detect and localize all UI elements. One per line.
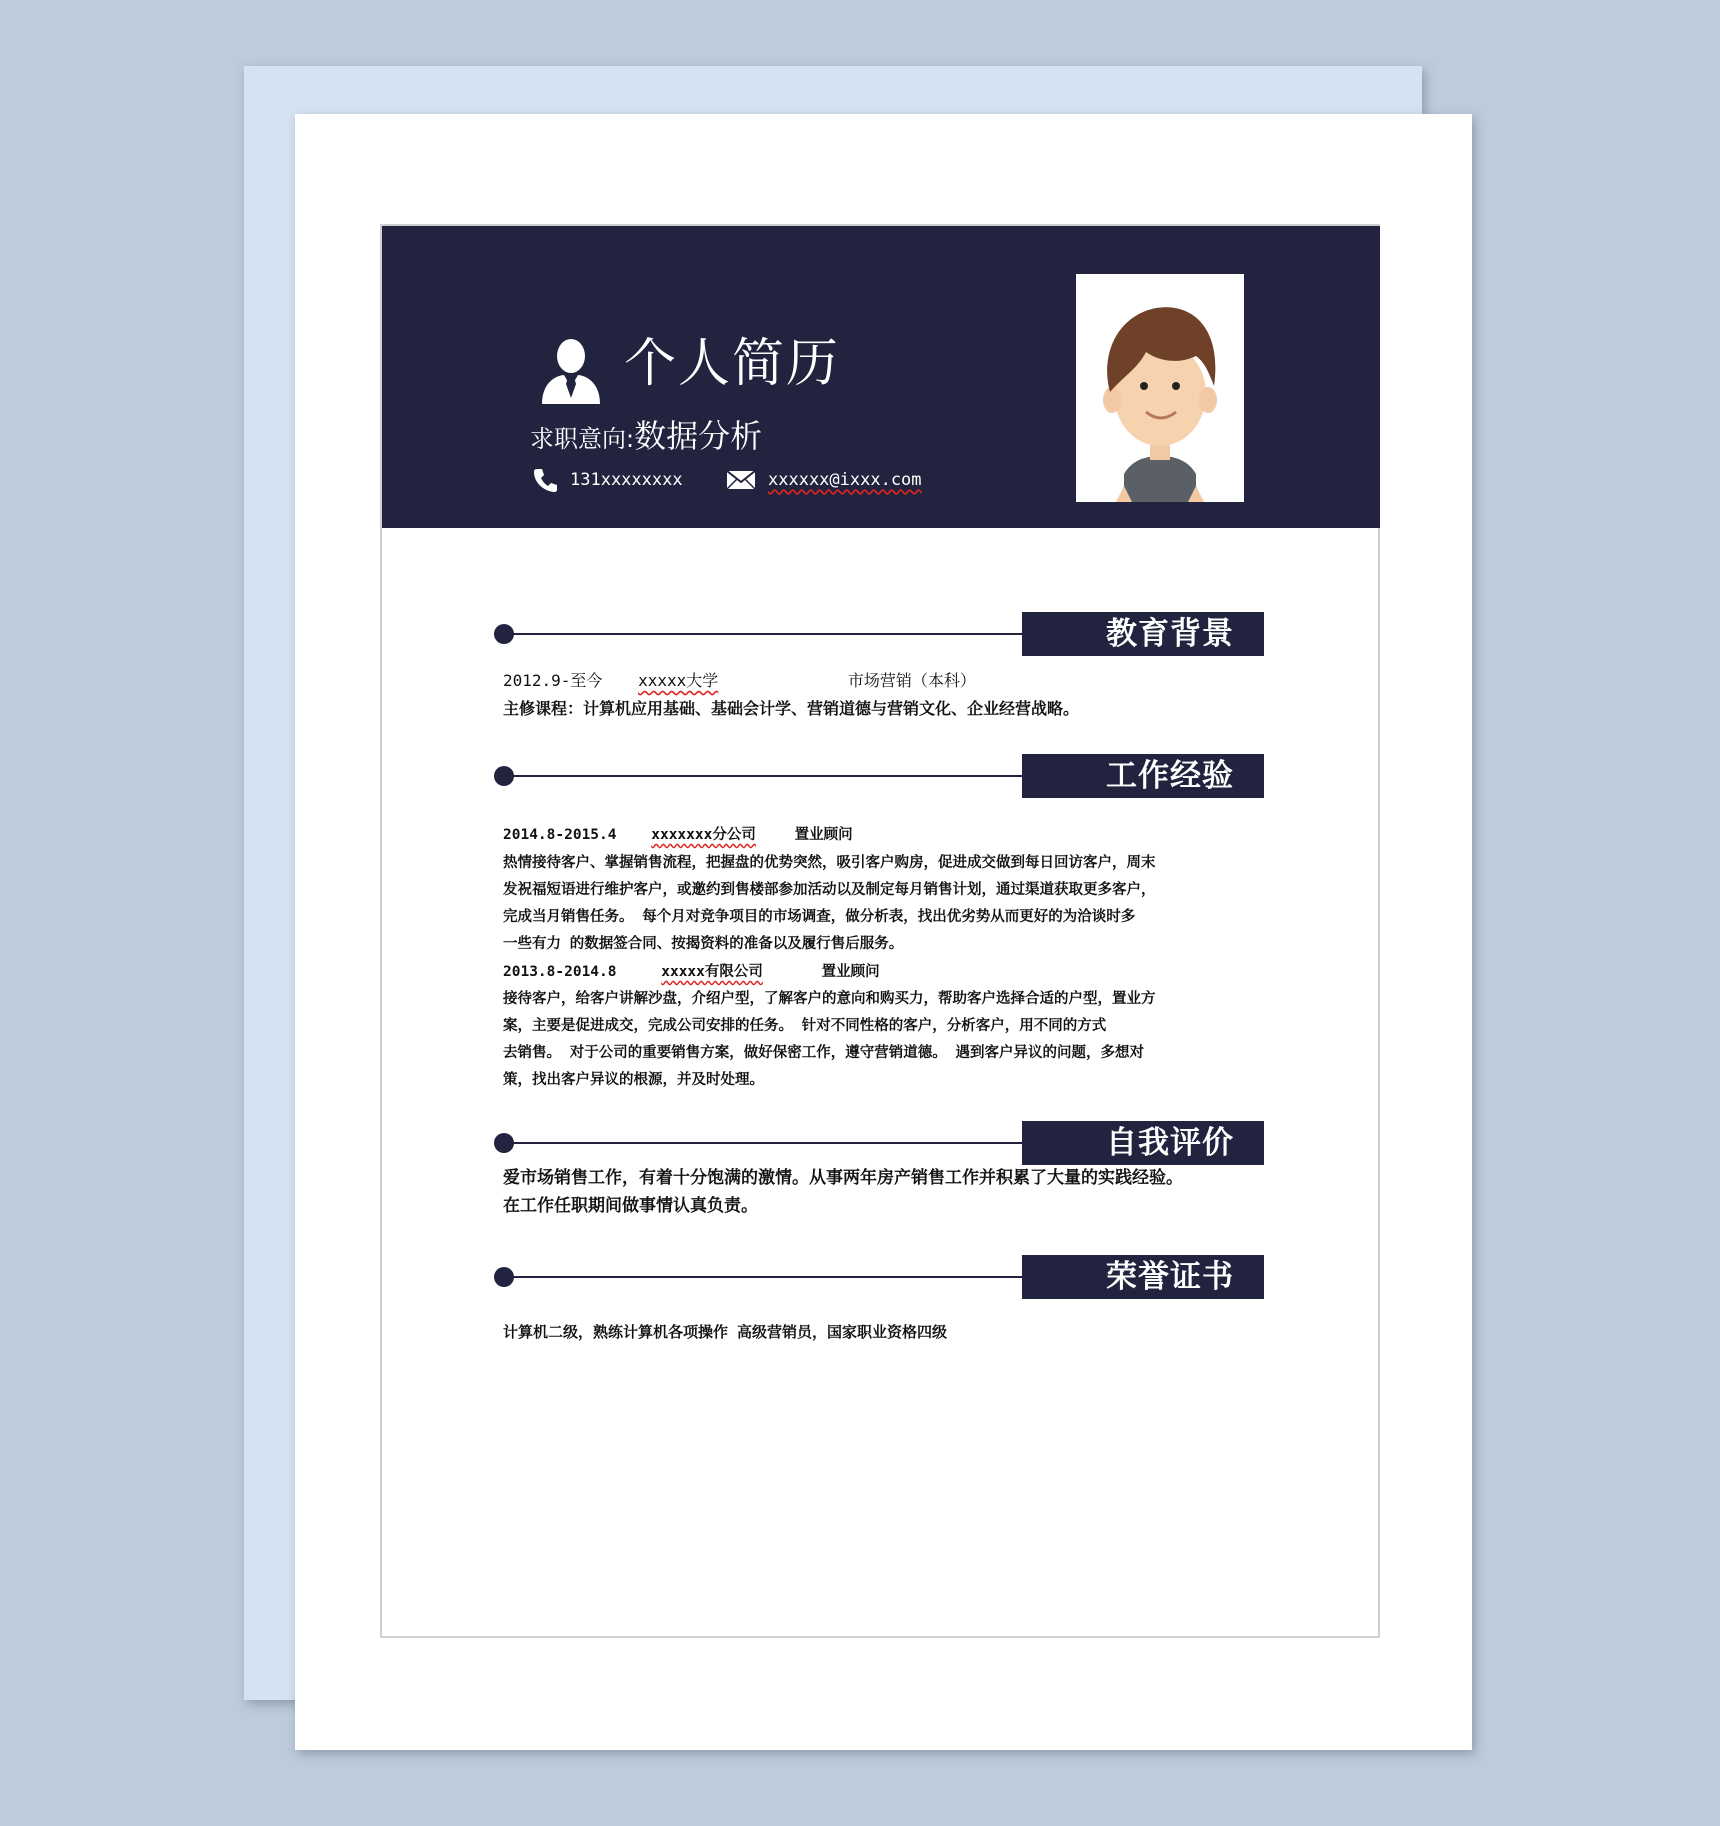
self-line-1: 爱市场销售工作，有着十分饱满的激情。从事两年房产销售工作并积累了大量的实践经验。: [503, 1168, 1183, 1188]
job-2-period: 2013.8-2014.8: [503, 964, 617, 980]
job-1-period: 2014.8-2015.4: [503, 827, 617, 843]
education-major: 市场营销（本科）: [847, 671, 976, 690]
education-row: [503, 668, 976, 694]
honors-heading: 荣誉证书: [1022, 1255, 1264, 1299]
education-school: xxxxx大学: [638, 671, 719, 690]
job-1-line-1: 热情接待客户、掌握销售流程，把握盘的优势突然，吸引客户购房，促进成交做到每日回访客户，周末: [503, 855, 1156, 871]
job-2-line-4: 策，找出客户异议的根源，并及时处理。: [503, 1072, 764, 1088]
job-intent-label: 求职意向:: [530, 425, 635, 453]
avatar-photo: [1076, 274, 1244, 502]
phone-icon: [532, 467, 558, 493]
job-2-position: 置业顾问: [821, 964, 880, 980]
phone-number: 131xxxxxxxx: [570, 470, 683, 490]
job-1-line-2: 发祝福短语进行维护客户，或邀约到售楼部参加活动以及制定每月销售计划，通过渠道获取更多客户，: [503, 882, 1156, 898]
phone-contact: [532, 466, 683, 494]
front-sheet: [295, 114, 1472, 1750]
work-heading: 工作经验: [1022, 754, 1264, 798]
job-1-position: 置业顾问: [794, 827, 853, 843]
job-intent: [530, 416, 762, 462]
job-1-line-3: 完成当月销售任务。 每个月对竞争项目的市场调查，做分析表，找出优劣势从而更好的为洽谈时多: [503, 909, 1136, 925]
education-heading: 教育背景: [1022, 612, 1264, 656]
education-courses: 主修课程：计算机应用基础、基础会计学、营销道德与营销文化、企业经营战略。: [503, 699, 1080, 718]
education-line: [502, 633, 1024, 635]
honors-line: [502, 1276, 1024, 1278]
self-line-2: 在工作任职期间做事情认真负责。: [503, 1196, 758, 1216]
self-heading: 自我评价: [1022, 1121, 1264, 1165]
job-2-header: [503, 959, 880, 986]
job-1-header: [503, 822, 853, 849]
email-contact: [726, 466, 922, 494]
job-2-line-3: 去销售。 对于公司的重要销售方案，做好保密工作，遵守营销道德。 遇到客户异议的问题，多想对: [503, 1045, 1144, 1061]
person-icon: [540, 338, 602, 404]
education-period: 2012.9-至今: [503, 671, 603, 690]
job-1-company: xxxxxxx分公司: [651, 827, 756, 843]
job-1-line-4: 一些有力 的数据签合同、按揭资料的准备以及履行售后服务。: [503, 936, 904, 952]
job-intent-value: 数据分析: [634, 417, 763, 455]
self-line: [502, 1142, 1024, 1144]
job-2-company: xxxxx有限公司: [661, 964, 763, 980]
resume-document: [380, 224, 1380, 1638]
mail-icon: [726, 469, 756, 491]
work-line: [502, 775, 1024, 777]
page-title: 个人简历: [624, 334, 841, 394]
job-2-line-1: 接待客户，给客户讲解沙盘，介绍户型，了解客户的意向和购买力，帮助客户选择合适的户型，置业方: [503, 991, 1156, 1007]
header-banner: [382, 226, 1380, 528]
email-address: xxxxxx@ixxx.com: [768, 470, 922, 490]
job-2-line-2: 案，主要是促进成交，完成公司安排的任务。 针对不同性格的客户，分析客户，用不同的方式: [503, 1018, 1107, 1034]
honors-items: 计算机二级，熟练计算机各项操作 高级营销员，国家职业资格四级: [503, 1323, 948, 1341]
